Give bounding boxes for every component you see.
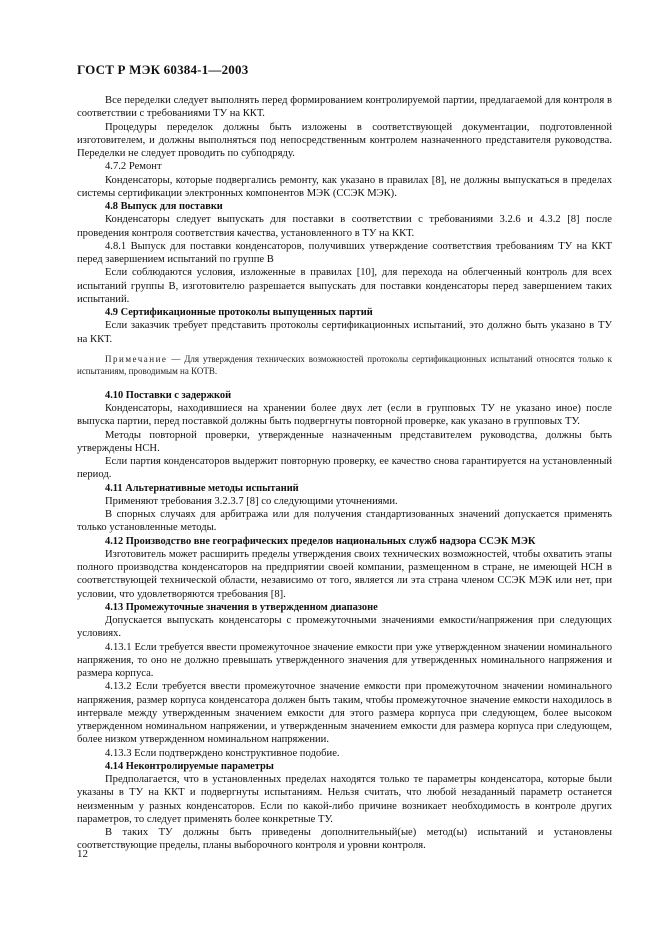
paragraph: Применяют требования 3.2.3.7 [8] со следующими уточнениями. bbox=[105, 495, 398, 507]
section-heading: 4.9 Сертификационные протоколы выпущенных партий bbox=[105, 307, 373, 318]
subsection-heading: 4.7.2 Ремонт bbox=[105, 161, 162, 173]
section-heading: 4.8 Выпуск для поставки bbox=[105, 201, 223, 212]
paragraph: В спорных случаях для арбитража или для получения стандартизованных значений допускается применять только установленные методы. bbox=[77, 509, 612, 534]
paragraph: 4.13.2 Если требуется ввести промежуточное значение емкости при промежуточном значении номинального напряжения, размер корпуса конденсатора должен быть таким, чтобы промежуточное значение емкости находилось в интервале между утвержденным значением емкости для этого размера корпуса при следующем, более высоком утвержденном номинальном напряжении, и утвержденным значением емкости для размера корпуса при следующем, более низком утвержденном номинальном напряжении. bbox=[77, 681, 612, 746]
paragraph: 4.13.1 Если требуется ввести промежуточное значение емкости при уже утвержденном значении номинального напряжения, то оно не должно превышать утвержденного значения для утвержденных номинального напряжения и размера корпуса. bbox=[77, 641, 612, 679]
paragraph: Все переделки следует выполнять перед формированием контролируемой партии, предлагаемой для контроля в соответствии с требованиями ТУ на ККТ. bbox=[77, 95, 612, 120]
section-heading: 4.14 Неконтролируемые параметры bbox=[105, 760, 274, 772]
paragraph: В таких ТУ должны быть приведены дополнительный(ые) метод(ы) испытаний и установлены соответствующие пределы, планы выборочного контроля и уровни контроля. bbox=[77, 827, 612, 852]
paragraph: Конденсаторы, находившиеся на хранении более двух лет (если в групповых ТУ не указано иное) после выпуска партии, перед поставкой должны быть подвергнуты повторной проверке, как указано в групповых ТУ. bbox=[77, 403, 612, 428]
paragraph: Изготовитель может расширить пределы утверждения своих технических возможностей, чтобы охватить этапы полного производства конденсаторов на предприятии своей компании, размещенном в стране, не имеющей НСН в соответствующей технической области, независимо от того, является ли эта страна членом ССЭК МЭК или нет, при условии, что удовлетворяются требования [8]. bbox=[77, 548, 612, 600]
paragraph: 4.13.3 Если подтверждено конструктивное подобие. bbox=[105, 747, 340, 759]
page-body bbox=[77, 94, 612, 853]
paragraph: Методы повторной проверки, утвержденные назначенным представителем руководства, должны быть утверждены НСН. bbox=[77, 429, 612, 454]
paragraph: Предполагается, что в установленных пределах находятся только те параметры конденсатора, которые были указаны в ТУ на ККТ и подвергнуты испытаниям. Нельзя считать, что любой незаданный параметр останется неизменным у разных конденсаторов. Если по какой-либо причине возникает необходимость в контроле других параметров, то следует применять более конкретные ТУ. bbox=[77, 774, 612, 825]
section-heading: 4.13 Промежуточные значения в утвержденном диапазоне bbox=[105, 601, 378, 613]
paragraph: Если соблюдаются условия, изложенные в правилах [10], для перехода на облегченный контроль для всех испытаний группы В, изготовителю разрешается выпускать для поставки конденсаторы перед завершением таких испытаний. bbox=[77, 267, 612, 305]
paragraph: Процедуры переделок должны быть изложены в соответствующей документации, подготовленной изготовителем, и должны выполняться под непосредственным контролем назначенного представителя руководства. Переделки не следует проводить по субподряду. bbox=[77, 121, 612, 159]
note-text: — Для утверждения технических возможностей протоколы сертификационных испытаний относятся только к испытаниям, проводимым на КОТВ. bbox=[77, 353, 612, 376]
paragraph: Конденсаторы следует выпускать для поставки в соответствии с требованиями 3.2.6 и 4.3.2 [8] после проведения контроля соответствия качества, установленного в ТУ на ККТ. bbox=[77, 214, 612, 239]
standard-designation: ГОСТ Р МЭК 60384-1—2003 bbox=[77, 62, 249, 77]
section-heading: 4.10 Поставки с задержкой bbox=[105, 389, 232, 401]
note bbox=[77, 353, 612, 377]
running-head bbox=[77, 62, 248, 78]
section-heading: 4.11 Альтернативные методы испытаний bbox=[105, 482, 299, 494]
paragraph: Если заказчик требует представить протоколы сертификационных испытаний, это должно быть указано в ТУ на ККТ. bbox=[77, 320, 612, 345]
paragraph: Если партия конденсаторов выдержит повторную проверку, ее качество снова гарантируется на установленный период. bbox=[77, 456, 612, 481]
page-number: 12 bbox=[77, 848, 88, 860]
paragraph: Допускается выпускать конденсаторы с промежуточными значениями емкости/напряжения при следующих условиях. bbox=[77, 615, 612, 640]
note-label: Примечание bbox=[105, 353, 168, 364]
paragraph: Конденсаторы, которые подвергались ремонту, как указано в правилах [8], не должны выпускаться в пределах системы сертификации электронных компонентов МЭК (ССЭК МЭК). bbox=[77, 174, 612, 199]
section-heading: 4.12 Производство вне географических пределов национальных служб надзора ССЭК МЭК bbox=[105, 535, 536, 547]
paragraph: 4.8.1 Выпуск для поставки конденсаторов, получивших утверждение соответствия требованиям ТУ на ККТ перед завершением испытаний по группе В bbox=[77, 240, 612, 265]
